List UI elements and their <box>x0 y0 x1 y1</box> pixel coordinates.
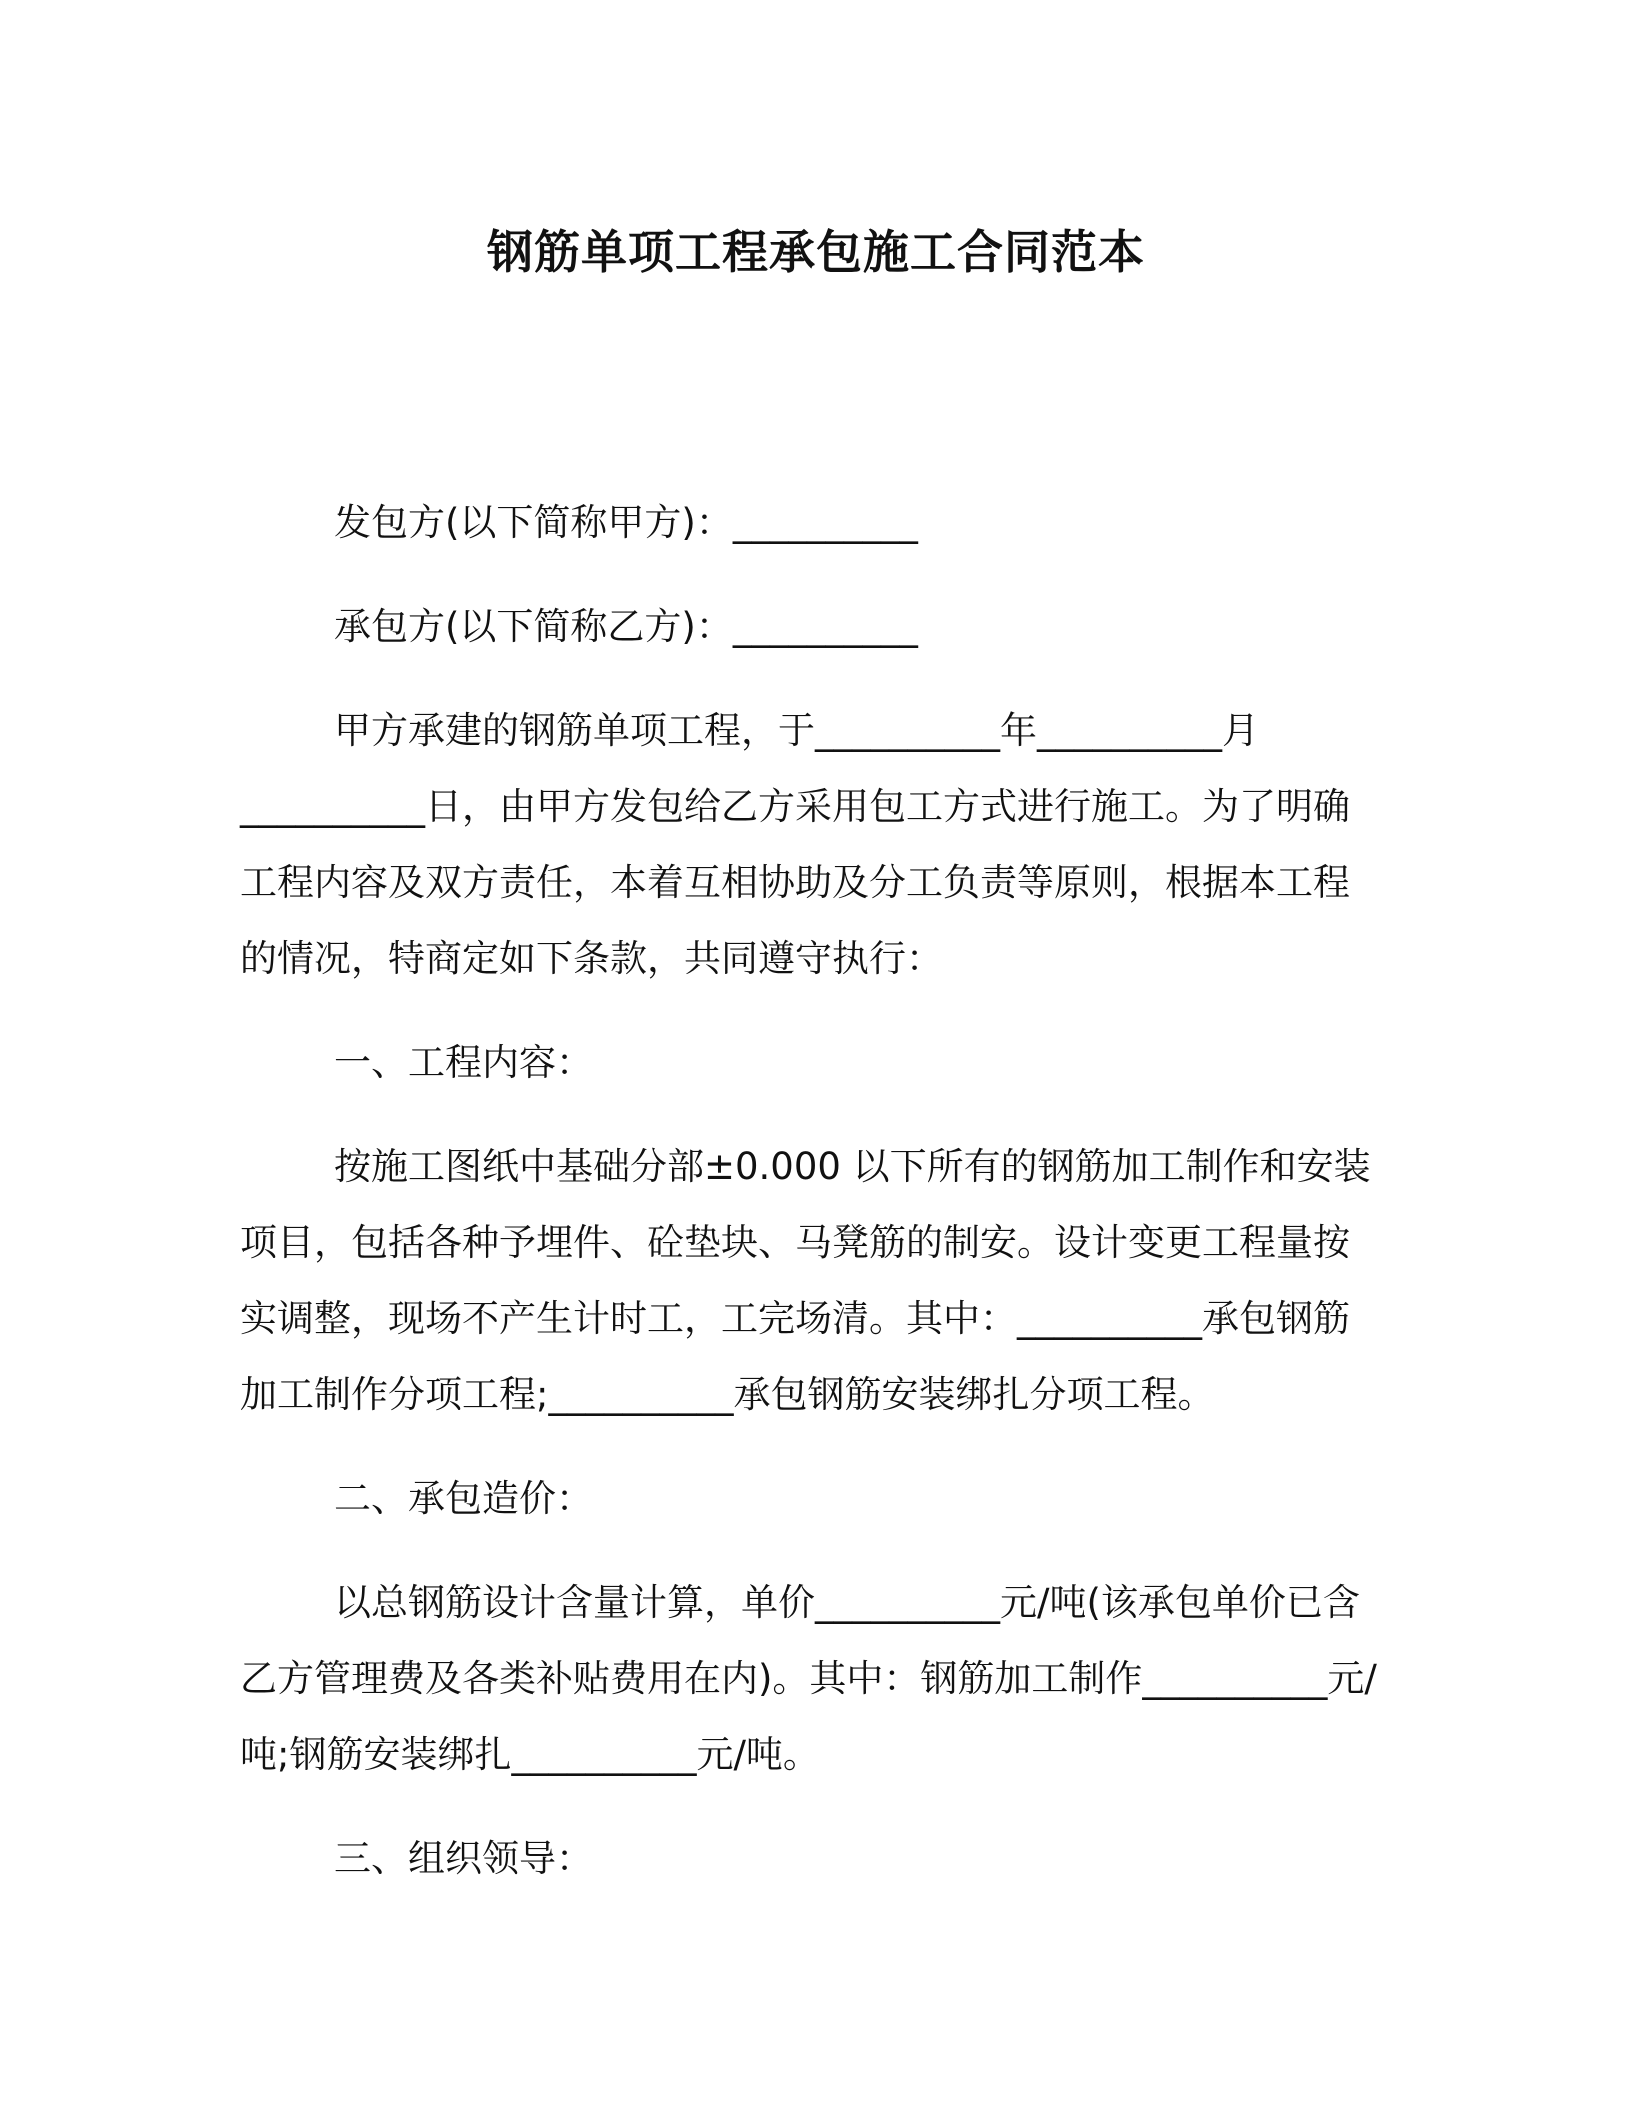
document-title: 钢筋单项工程承包施工合同范本 <box>487 225 1145 279</box>
section-1-line-2: 项目，包括各种予埋件、砼垫块、马凳筋的制安。设计变更工程量按 <box>240 1221 1350 1264</box>
preamble-line-2: __________日，由甲方发包给乙方采用包工方式进行施工。为了明确 <box>240 785 1350 828</box>
section-1-line-3: 实调整，现场不产生计时工，工完场清。其中：__________承包钢筋 <box>240 1297 1350 1340</box>
section-heading-1: 一、工程内容： <box>334 1041 593 1084</box>
clause-party-a: 发包方(以下简称甲方)：__________ <box>334 501 918 544</box>
preamble-line-3: 工程内容及双方责任，本着互相协助及分工负责等原则，根据本工程 <box>240 861 1350 904</box>
section-2-line-2: 乙方管理费及各类补贴费用在内)。其中：钢筋加工制作__________元/ <box>240 1657 1377 1700</box>
section-1-line-1: 按施工图纸中基础分部±0.000 以下所有的钢筋加工制作和安装 <box>334 1145 1371 1188</box>
section-heading-2: 二、承包造价： <box>334 1477 593 1520</box>
section-2-line-1: 以总钢筋设计含量计算，单价__________元/吨(该承包单价已含 <box>334 1581 1360 1624</box>
preamble-line-1: 甲方承建的钢筋单项工程，于__________年__________月 <box>334 709 1259 752</box>
preamble-line-4: 的情况，特商定如下条款，共同遵守执行： <box>240 937 943 980</box>
section-heading-3: 三、组织领导： <box>334 1837 593 1880</box>
section-2-line-3: 吨;钢筋安装绑扎__________元/吨。 <box>240 1733 820 1776</box>
clause-party-b: 承包方(以下简称乙方)：__________ <box>334 605 918 648</box>
section-1-line-4: 加工制作分项工程;__________承包钢筋安装绑扎分项工程。 <box>240 1373 1215 1416</box>
